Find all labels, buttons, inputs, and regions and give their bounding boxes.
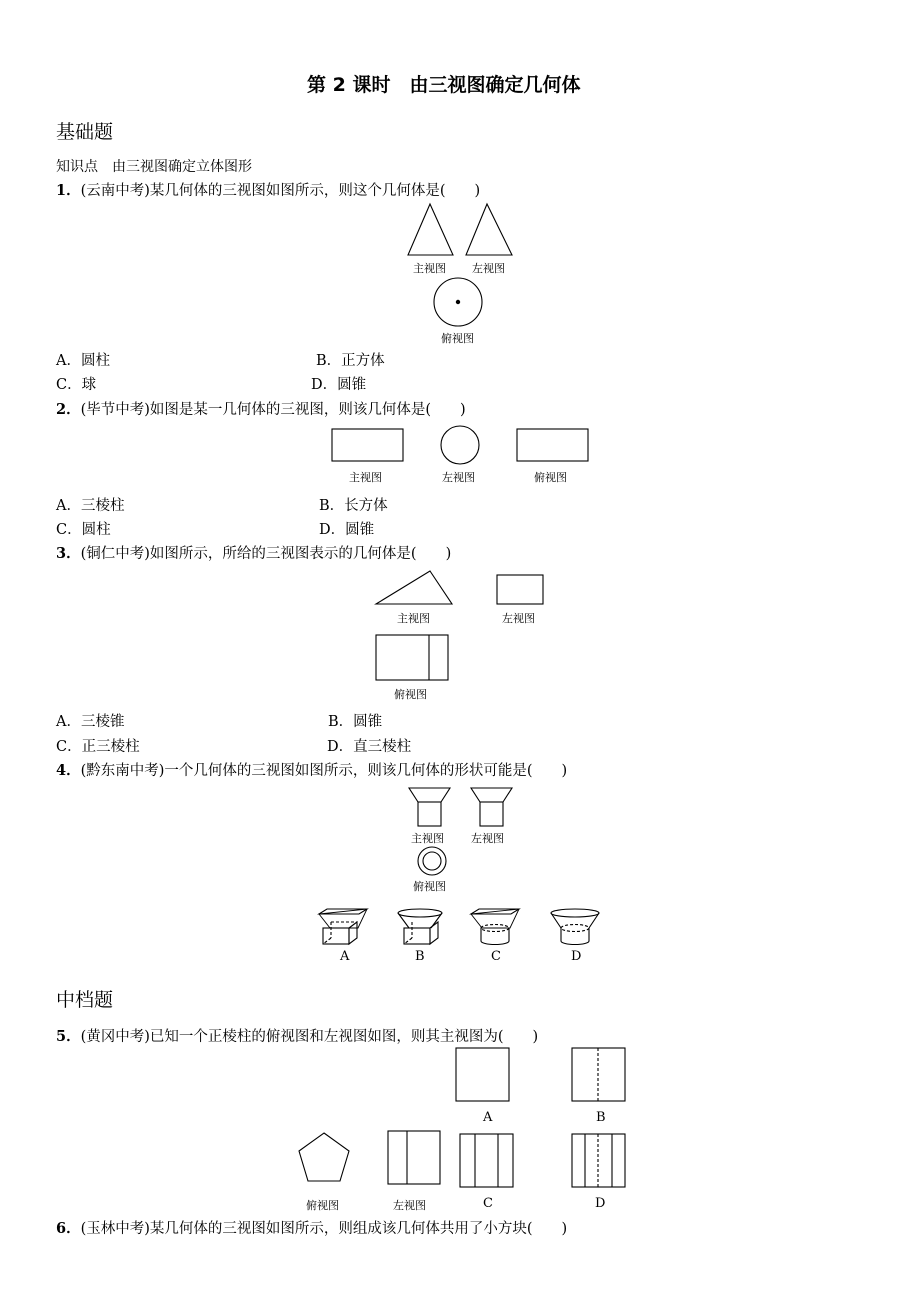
q5-choice-c-label[interactable]: C bbox=[483, 1196, 493, 1211]
q3-option-d[interactable]: D．直三棱柱 bbox=[327, 739, 412, 755]
q3-front-view-triangle bbox=[376, 571, 452, 604]
q3-option-a[interactable]: A．三棱锥 bbox=[56, 714, 125, 730]
question-6: 6．(玉林中考)某几何体的三视图如图所示，则组成该几何体共用了小方块( ) bbox=[56, 1220, 568, 1237]
q4-front-view-top-trapezoid bbox=[409, 788, 450, 802]
q1-front-view-triangle bbox=[408, 204, 453, 255]
q5-choice-a-square bbox=[456, 1048, 509, 1101]
q2-top-caption: 俯视图 bbox=[534, 471, 567, 484]
q4-choice-b-solid bbox=[398, 909, 442, 944]
q1-left-view-triangle bbox=[466, 204, 512, 255]
question-number: 5 bbox=[56, 1028, 67, 1045]
q3-top-view-rect bbox=[376, 635, 448, 680]
q4-choice-a-solid bbox=[319, 909, 367, 944]
q4-front-caption: 主视图 bbox=[411, 832, 444, 845]
question-number: 3 bbox=[56, 545, 67, 562]
question-5: 5．(黄冈中考)已知一个正棱柱的俯视图和左视图如图，则其主视图为( ) bbox=[56, 1028, 539, 1045]
q5-top-view-pentagon bbox=[299, 1133, 349, 1181]
q2-left-view-circle bbox=[441, 426, 479, 464]
section-basic: 基础题 bbox=[56, 121, 114, 143]
page-title: 第 2 课时 由三视图确定几何体 bbox=[307, 74, 581, 96]
question-number: 4 bbox=[56, 762, 67, 779]
q4-top-view-inner-circle bbox=[423, 852, 441, 870]
q5-choice-b-shape bbox=[572, 1048, 625, 1101]
question-number: 2 bbox=[56, 401, 67, 418]
question-text: (黄冈中考)已知一个正棱柱的俯视图和左视图如图，则其主视图为( ) bbox=[80, 1029, 539, 1045]
q5-figure bbox=[290, 1045, 635, 1195]
q4-top-view-outer-circle bbox=[418, 847, 446, 875]
q2-option-a[interactable]: A．三棱柱 bbox=[56, 498, 125, 514]
q5-left-caption: 左视图 bbox=[393, 1199, 426, 1212]
q1-option-d[interactable]: D．圆锥 bbox=[311, 377, 367, 393]
q5-choice-d-shape bbox=[572, 1134, 625, 1187]
q5-choice-d-label[interactable]: D bbox=[595, 1196, 606, 1211]
q1-front-caption: 主视图 bbox=[413, 262, 446, 275]
q4-left-view-top-trapezoid bbox=[471, 788, 512, 802]
question-text: (云南中考)某几何体的三视图如图所示，则这个几何体是( ) bbox=[80, 183, 481, 199]
q5-top-caption: 俯视图 bbox=[306, 1199, 339, 1212]
q1-option-c[interactable]: C．球 bbox=[56, 377, 97, 393]
q1-top-view-center-dot bbox=[456, 300, 460, 304]
q2-figure bbox=[330, 425, 590, 465]
q5-left-view-shape bbox=[388, 1131, 440, 1184]
question-text: (毕节中考)如图是某一几何体的三视图，则该几何体是( ) bbox=[80, 402, 466, 418]
question-number: 6 bbox=[56, 1220, 67, 1237]
q5-choice-a-label[interactable]: A bbox=[483, 1110, 493, 1125]
section-middle: 中档题 bbox=[56, 989, 114, 1011]
q1-left-caption: 左视图 bbox=[472, 262, 505, 275]
question-4: 4．(黔东南中考)一个几何体的三视图如图所示，则该几何体的形状可能是( ) bbox=[56, 762, 568, 779]
question-number: 1 bbox=[56, 182, 67, 199]
q4-left-caption: 左视图 bbox=[471, 832, 504, 845]
question-3: 3．(铜仁中考)如图所示，所给的三视图表示的几何体是( ) bbox=[56, 545, 452, 562]
q3-option-c[interactable]: C．正三棱柱 bbox=[56, 739, 140, 755]
q4-left-view-square bbox=[480, 802, 503, 826]
q4-choices-figure bbox=[315, 908, 605, 948]
q2-option-b[interactable]: B．长方体 bbox=[319, 498, 388, 514]
q2-top-view-rect bbox=[517, 429, 588, 461]
q1-option-a[interactable]: A．圆柱 bbox=[56, 353, 110, 369]
q3-left-view-rect bbox=[497, 575, 543, 604]
q3-option-b[interactable]: B．圆锥 bbox=[328, 714, 383, 730]
q5-choice-c-shape bbox=[460, 1134, 513, 1187]
question-2: 2．(毕节中考)如图是某一几何体的三视图，则该几何体是( ) bbox=[56, 401, 466, 418]
q3-front-caption: 主视图 bbox=[397, 612, 430, 625]
q4-top-caption: 俯视图 bbox=[413, 880, 446, 893]
knowledge-point: 知识点 由三视图确定立体图形 bbox=[56, 159, 252, 175]
q2-option-d[interactable]: D．圆锥 bbox=[319, 522, 375, 538]
question-1: 1．(云南中考)某几何体的三视图如图所示，则这个几何体是( ) bbox=[56, 182, 481, 199]
q4-choice-d-label[interactable]: D bbox=[571, 949, 582, 964]
q4-choice-c-solid bbox=[471, 909, 519, 945]
q2-left-caption: 左视图 bbox=[442, 471, 475, 484]
q5-choice-b-label[interactable]: B bbox=[596, 1110, 606, 1125]
q4-front-view-square bbox=[418, 802, 441, 826]
q4-choice-d-solid bbox=[551, 909, 599, 945]
question-text: (玉林中考)某几何体的三视图如图所示，则组成该几何体共用了小方块( ) bbox=[80, 1221, 568, 1237]
q3-top-caption: 俯视图 bbox=[394, 688, 427, 701]
q4-choice-a-label[interactable]: A bbox=[340, 949, 350, 964]
q2-option-c[interactable]: C．圆柱 bbox=[56, 522, 111, 538]
q2-front-view-rect bbox=[332, 429, 403, 461]
q2-front-caption: 主视图 bbox=[349, 471, 382, 484]
question-text: (铜仁中考)如图所示，所给的三视图表示的几何体是( ) bbox=[80, 546, 452, 562]
question-text: (黔东南中考)一个几何体的三视图如图所示，则该几何体的形状可能是( ) bbox=[80, 763, 568, 779]
q3-left-caption: 左视图 bbox=[502, 612, 535, 625]
q4-choice-c-label[interactable]: C bbox=[491, 949, 501, 964]
q4-choice-b-label[interactable]: B bbox=[415, 949, 425, 964]
q1-top-caption: 俯视图 bbox=[441, 332, 474, 345]
q1-option-b[interactable]: B．正方体 bbox=[316, 353, 385, 369]
